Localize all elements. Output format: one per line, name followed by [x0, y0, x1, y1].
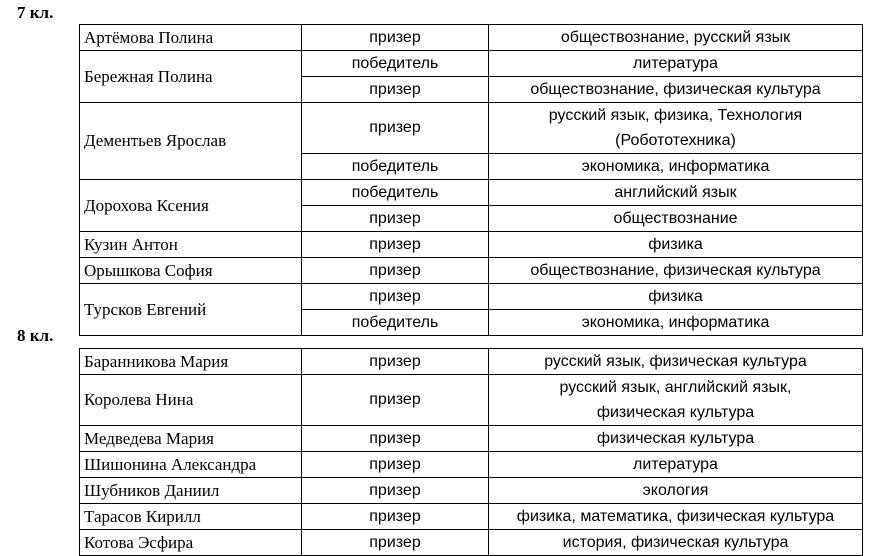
student-name: Дементьев Ярослав	[80, 103, 302, 180]
award-status: призер	[302, 504, 489, 530]
student-name: Турсков Евгений	[80, 284, 302, 336]
award-subject: экономика, информатика	[489, 154, 863, 180]
student-name: Орышкова София	[80, 258, 302, 284]
award-subject: экология	[489, 478, 863, 504]
student-name: Шубников Даниил	[80, 478, 302, 504]
award-subject: обществознание	[489, 206, 863, 232]
student-name: Дорохова Ксения	[80, 180, 302, 232]
award-subject: физика	[489, 232, 863, 258]
award-subject: обществознание, физическая культура	[489, 258, 863, 284]
award-subject: литература	[489, 51, 863, 77]
table-row	[80, 25, 863, 51]
student-name: Котова Эсфира	[80, 530, 302, 556]
award-status: призер	[302, 77, 489, 103]
table-row	[80, 284, 863, 310]
award-subject: литература	[489, 452, 863, 478]
award-status: призер	[302, 25, 489, 51]
student-name: Королева Нина	[80, 375, 302, 426]
table-row	[80, 51, 863, 77]
table-row	[80, 375, 863, 426]
grade-7-heading: 7 кл.	[17, 3, 54, 22]
student-name: Баранникова Мария	[80, 349, 302, 375]
award-status: призер	[302, 232, 489, 258]
grade-8-heading: 8 кл.	[17, 326, 54, 345]
award-status: призер	[302, 206, 489, 232]
award-status: призер	[302, 103, 489, 154]
student-name: Шишонина Александра	[80, 452, 302, 478]
student-name: Тарасов Кирилл	[80, 504, 302, 530]
award-subject: обществознание, физическая культура	[489, 77, 863, 103]
award-status: победитель	[302, 154, 489, 180]
award-status: призер	[302, 530, 489, 556]
award-status: победитель	[302, 51, 489, 77]
table-row	[80, 103, 863, 154]
award-status: призер	[302, 258, 489, 284]
award-subject: физическая культура	[489, 426, 863, 452]
award-status: призер	[302, 284, 489, 310]
table-row	[80, 258, 863, 284]
award-subject: история, физическая культура	[489, 530, 863, 556]
grade-7-table	[79, 24, 863, 336]
award-status: призер	[302, 349, 489, 375]
award-subject: физика	[489, 284, 863, 310]
award-subject: экономика, информатика	[489, 310, 863, 336]
award-subject: русский язык, физика, Технология (Робототехника)	[489, 103, 863, 154]
table-row	[80, 232, 863, 258]
award-status: призер	[302, 452, 489, 478]
award-subject: русский язык, английский язык, физическая культура	[489, 375, 863, 426]
student-name: Артёмова Полина	[80, 25, 302, 51]
student-name: Медведева Мария	[80, 426, 302, 452]
table-row	[80, 452, 863, 478]
award-status: победитель	[302, 310, 489, 336]
award-subject: физика, математика, физическая культура	[489, 504, 863, 530]
grade-8-table	[79, 348, 863, 556]
award-status: призер	[302, 426, 489, 452]
table-row	[80, 504, 863, 530]
student-name: Бережная Полина	[80, 51, 302, 103]
table-row	[80, 478, 863, 504]
award-subject: английский язык	[489, 180, 863, 206]
award-subject: русский язык, физическая культура	[489, 349, 863, 375]
student-name: Кузин Антон	[80, 232, 302, 258]
award-status: призер	[302, 375, 489, 426]
award-status: победитель	[302, 180, 489, 206]
table-row	[80, 349, 863, 375]
table-row	[80, 180, 863, 206]
award-subject: обществознание, русский язык	[489, 25, 863, 51]
award-status: призер	[302, 478, 489, 504]
table-row	[80, 426, 863, 452]
